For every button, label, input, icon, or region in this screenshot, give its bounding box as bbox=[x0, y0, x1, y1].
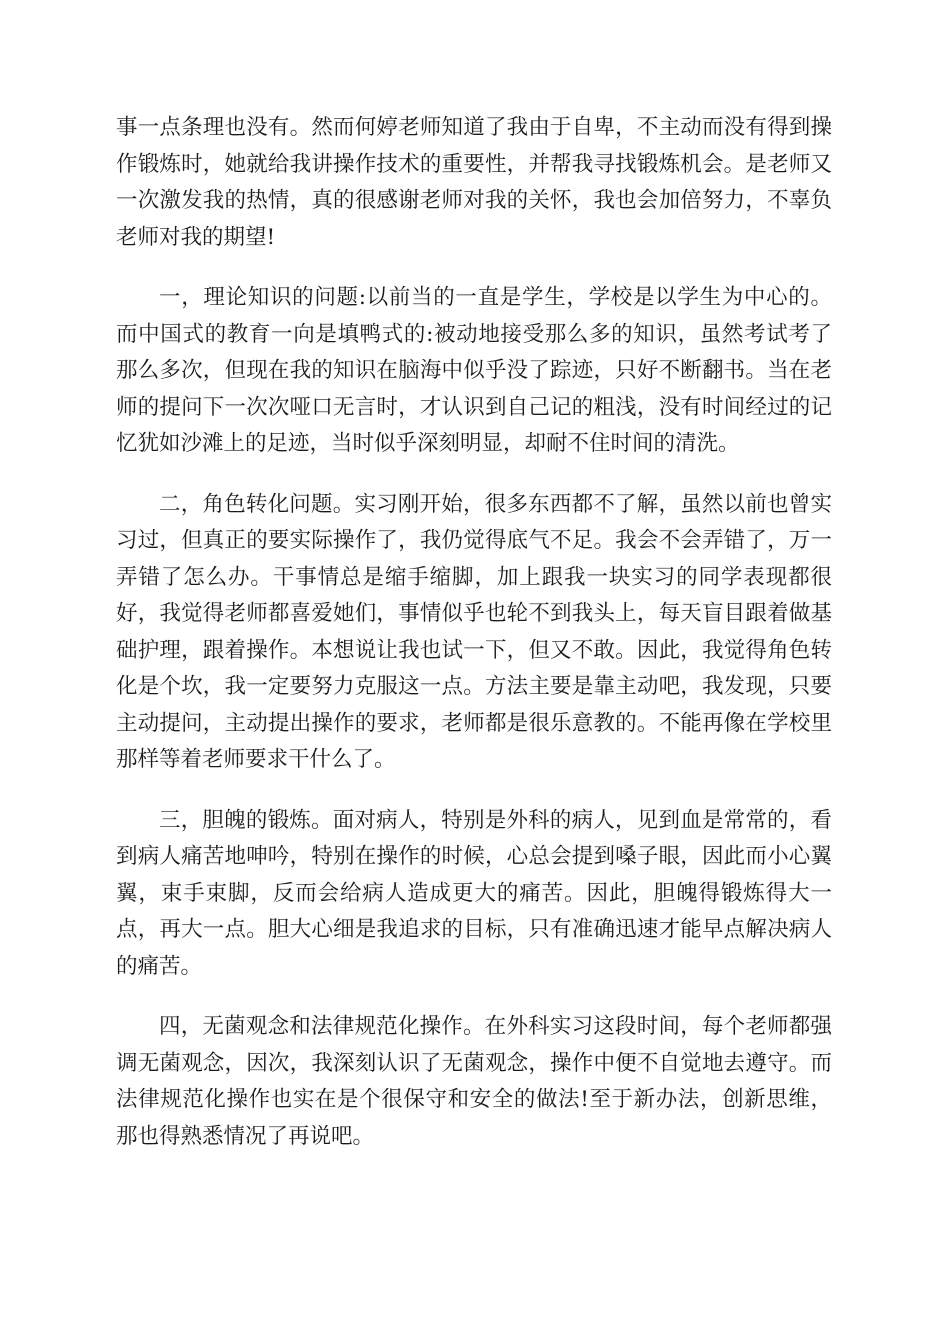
paragraph-aseptic-concept: 四，无菌观念和法律规范化操作。在外科实习这段时间，每个老师都强调无菌观念，因次，我深刻认识了无菌观念，操作中便不自觉地去遵守。而法律规范化操作也实在是个很保守和安全的做法!至于新办法，创新思维，那也得熟悉情况了再说吧。 bbox=[116, 1014, 832, 1149]
paragraph-continuation: 事一点条理也没有。然而何婷老师知道了我由于自卑，不主动而没有得到操作锻炼时，她就给我讲操作技术的重要性，并帮我寻找锻炼机会。是老师又一次激发我的热情，真的很感谢老师对我的关怀，我也会加倍努力，不辜负老师对我的期望! bbox=[116, 115, 832, 250]
paragraph-theory-knowledge: 一，理论知识的问题:以前当的一直是学生，学校是以学生为中心的。而中国式的教育一向是填鸭式的:被动地接受那么多的知识，虽然考试考了那么多次，但现在我的知识在脑海中似乎没了踪迹，只好不断翻书。当在老师的提问下一次次哑口无言时，才认识到自己记的粗浅，没有时间经过的记忆犹如沙滩上的足迹，当时似乎深刻明显，却耐不住时间的清洗。 bbox=[116, 285, 832, 456]
paragraph-role-transition: 二，角色转化问题。实习刚开始，很多东西都不了解，虽然以前也曾实习过，但真正的要实际操作了，我仍觉得底气不足。我会不会弄错了，万一弄错了怎么办。干事情总是缩手缩脚，加上跟我一块实习的同学表现都很好，我觉得老师都喜爱她们，事情似乎也轮不到我头上，每天盲目跟着做基础护理，跟着操作。本想说让我也试一下，但又不敢。因此，我觉得角色转化是个坎，我一定要努力克服这一点。方法主要是靠主动吧，我发现，只要主动提问，主动提出操作的要求，老师都是很乐意教的。不能再像在学校里那样等着老师要求干什么了。 bbox=[116, 491, 832, 772]
paragraph-courage-training: 三，胆魄的锻炼。面对病人，特别是外科的病人，见到血是常常的，看到病人痛苦地呻吟，特别在操作的时候，心总会提到嗓子眼，因此而小心翼翼，束手束脚，反而会给病人造成更大的痛苦。因此，胆魄得锻炼得大一点，再大一点。胆大心细是我追求的目标，只有准确迅速才能早点解决病人的痛苦。 bbox=[116, 807, 832, 979]
